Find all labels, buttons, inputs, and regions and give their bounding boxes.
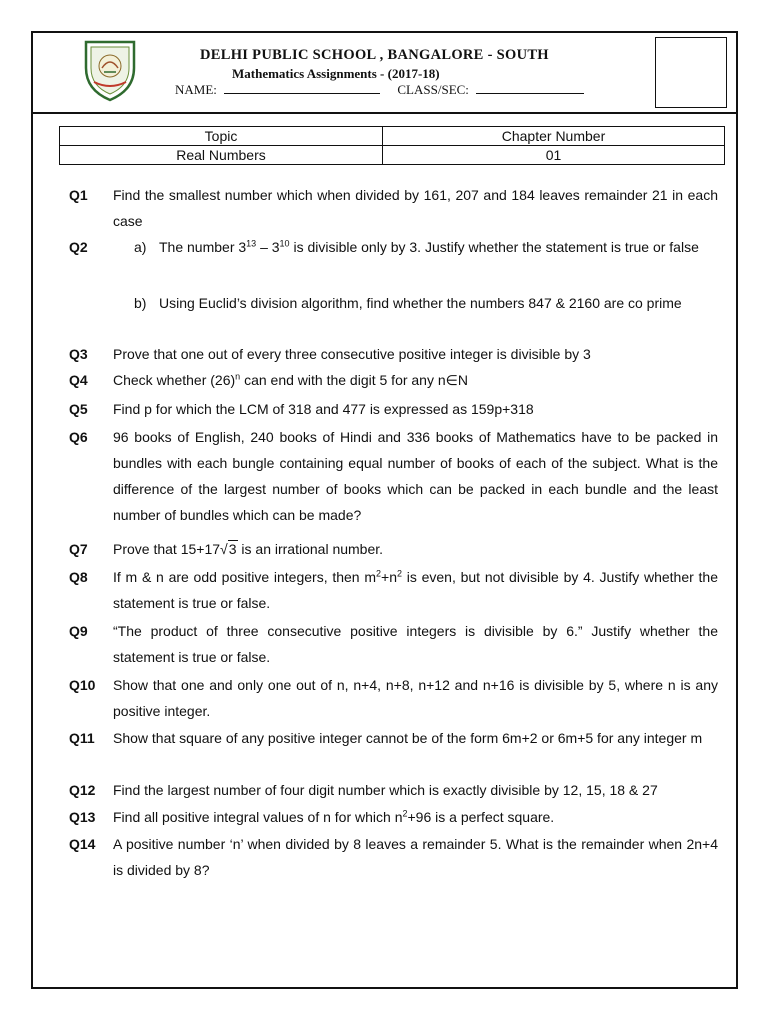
topic-table — [59, 126, 725, 165]
name-label: NAME: — [175, 82, 217, 97]
topic-value: Real Numbers — [60, 146, 383, 165]
question-number: Q12 — [69, 782, 96, 798]
question-text: Find all positive integral values of n for which $n^2+96$ is a perfect square. — [113, 808, 555, 825]
question-text: Show that square of any positive integer cannot be of the form 6m+2 or 6m+5 for any integer m — [113, 730, 703, 746]
question-text: Find the smallest number which when divided by 161, 207 and 184 leaves remainder 21 in each case — [113, 187, 718, 229]
question-number: Q6 — [69, 429, 88, 445]
question-text: Prove that one out of every three consecutive positive integer is divisible by 3 — [113, 346, 591, 362]
question-number: Q5 — [69, 401, 88, 417]
question-number: Q3 — [69, 346, 88, 362]
question-number: Q10 — [69, 677, 96, 693]
question-text: “The product of three consecutive positive integers is divisible by 6.” Justify whether the statement is true or false. — [113, 623, 718, 665]
question-number: Q13 — [69, 809, 96, 825]
question-text: Check whether $(26)^n$ can end with the digit 5 for any n∈N — [113, 371, 468, 388]
marks-box — [655, 37, 727, 108]
sub-label: a) — [134, 239, 147, 255]
class-label: CLASS/SEC: — [397, 82, 469, 97]
question-number: Q11 — [69, 730, 95, 746]
question-text: If m & n are odd positive integers, then $m^2+n^2$ is even, but not divisible by 4. Justify whether the statement is true or false. — [113, 568, 718, 611]
question-text: 96 books of English, 240 books of Hindi and 336 books of Mathematics have to be packed in bundles with each bungle containing equal number of books of each of the subject. What is the difference of the largest number of books which can be packed in each bundle and the least number of bundles which can be made? — [113, 429, 718, 523]
question-text: Find p for which the LCM of 318 and 477 is expressed as 159p+318 — [113, 401, 534, 417]
class-blank[interactable] — [476, 82, 584, 94]
question-number: Q1 — [69, 187, 88, 203]
name-class-row — [175, 82, 584, 98]
question-text: Prove that 15+17√3 is an irrational number. — [113, 541, 384, 557]
chapter-value: 01 — [383, 146, 725, 165]
name-blank[interactable] — [224, 82, 380, 94]
question-text: Find the largest number of four digit number which is exactly divisible by 12, 15, 18 & 27 — [113, 782, 658, 798]
question-2b — [134, 290, 718, 316]
school-name: DELHI PUBLIC SCHOOL , BANGALORE - SOUTH — [200, 47, 549, 63]
sub-label: b) — [134, 295, 147, 311]
chapter-header: Chapter Number — [383, 127, 725, 146]
question-text: Show that one and only one out of n, n+4, n+8, n+12 and n+16 is divisible by 5, where n is any positive integer. — [113, 677, 718, 719]
assignment-title: Mathematics Assignments - (2017-18) — [232, 66, 440, 81]
question-text: A positive number ‘n’ when divided by 8 leaves a remainder 5. What is the remainder when 2n+4 is divided by 8? — [113, 836, 718, 878]
sub-text: Using Euclid’s division algorithm, find whether the numbers 847 & 2160 are co prime — [159, 295, 682, 311]
topic-header: Topic — [60, 127, 383, 146]
sub-text: The number $3^{13} - 3^{10}$ is divisible only by 3. Justify whether the statement is true or false — [159, 238, 699, 255]
question-2a — [134, 234, 718, 260]
question-number: Q9 — [69, 623, 88, 639]
question-number: Q4 — [69, 372, 88, 388]
header-divider — [31, 112, 738, 114]
question-number: Q8 — [69, 569, 88, 585]
question-number: Q7 — [69, 541, 88, 557]
school-crest-icon — [80, 38, 140, 102]
question-number: Q14 — [69, 836, 96, 852]
question-number: Q2 — [69, 239, 88, 255]
